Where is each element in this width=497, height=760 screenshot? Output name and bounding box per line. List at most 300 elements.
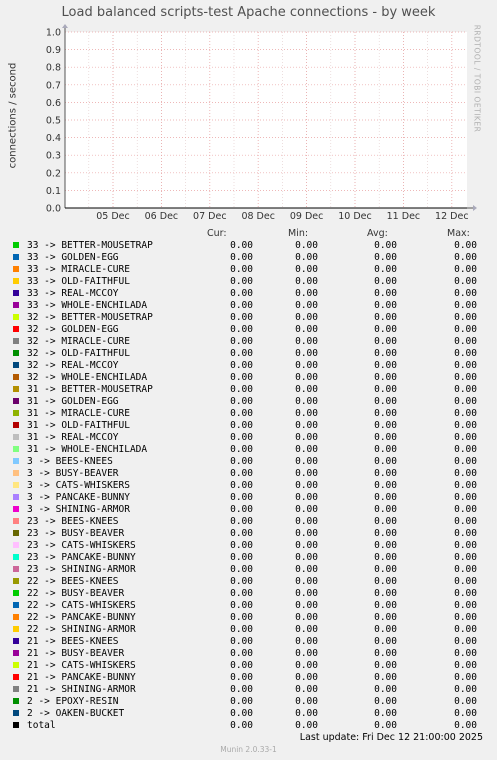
legend-swatch: [13, 242, 19, 248]
legend-value-min: 0.00: [295, 660, 318, 671]
chart-title: Load balanced scripts-test Apache connections - by week: [61, 5, 436, 20]
legend-value-min: 0.00: [295, 276, 318, 287]
legend-value-min: 0.00: [295, 480, 318, 491]
legend-value-max: 0.00: [454, 324, 477, 335]
x-tick-label: 05 Dec: [96, 211, 130, 222]
legend-value-avg: 0.00: [374, 516, 397, 527]
legend-row: [13, 600, 493, 612]
legend-value-min: 0.00: [295, 600, 318, 611]
legend-value-avg: 0.00: [374, 528, 397, 539]
y-tick-label: 0.4: [45, 133, 61, 145]
legend-swatch: [13, 542, 19, 548]
legend-value-max: 0.00: [454, 480, 477, 491]
legend-value-min: 0.00: [295, 240, 318, 251]
legend-row: [13, 708, 493, 720]
legend-swatch: [13, 350, 19, 356]
legend-swatch: [13, 566, 19, 572]
legend-label: 3 -> BUSY-BEAVER: [27, 468, 119, 479]
legend-value-avg: 0.00: [374, 492, 397, 503]
legend-value-min: 0.00: [295, 612, 318, 623]
legend-label: 3 -> SHINING-ARMOR: [27, 504, 130, 515]
legend-value-avg: 0.00: [374, 456, 397, 467]
legend-value-avg: 0.00: [374, 696, 397, 707]
legend-value-cur: 0.00: [230, 456, 253, 467]
legend-label: 23 -> SHINING-ARMOR: [27, 564, 136, 575]
legend-value-max: 0.00: [454, 528, 477, 539]
legend-row: [13, 576, 493, 588]
legend-value-max: 0.00: [454, 636, 477, 647]
legend-header-min: Min:: [288, 228, 309, 239]
legend-value-min: 0.00: [295, 684, 318, 695]
legend-value-avg: 0.00: [374, 660, 397, 671]
legend-row: [13, 372, 493, 384]
x-tick-label: 08 Dec: [241, 211, 275, 222]
chart-plot: [0, 0, 497, 230]
legend-value-avg: 0.00: [374, 276, 397, 287]
legend-value-min: 0.00: [295, 360, 318, 371]
legend-swatch: [13, 530, 19, 536]
legend-label: 23 -> BEES-KNEES: [27, 516, 119, 527]
legend-value-cur: 0.00: [230, 516, 253, 527]
legend-label: 33 -> OLD-FAITHFUL: [27, 276, 130, 287]
legend-header-avg: Avg:: [367, 228, 388, 239]
legend-value-max: 0.00: [454, 288, 477, 299]
legend-value-min: 0.00: [295, 528, 318, 539]
legend-value-min: 0.00: [295, 348, 318, 359]
legend-value-max: 0.00: [454, 336, 477, 347]
legend-label: 32 -> OLD-FAITHFUL: [27, 348, 130, 359]
legend-swatch: [13, 374, 19, 380]
legend-row: [13, 540, 493, 552]
legend-value-cur: 0.00: [230, 396, 253, 407]
legend-value-avg: 0.00: [374, 504, 397, 515]
legend-value-avg: 0.00: [374, 540, 397, 551]
legend-value-min: 0.00: [295, 336, 318, 347]
legend-value-max: 0.00: [454, 348, 477, 359]
legend-value-max: 0.00: [454, 384, 477, 395]
legend-row: [13, 300, 493, 312]
legend-value-max: 0.00: [454, 396, 477, 407]
legend-row: [13, 456, 493, 468]
legend-swatch: [13, 578, 19, 584]
legend-row: [13, 684, 493, 696]
legend-swatch: [13, 458, 19, 464]
legend-value-max: 0.00: [454, 420, 477, 431]
legend-swatch: [13, 698, 19, 704]
legend-value-avg: 0.00: [374, 432, 397, 443]
legend-value-cur: 0.00: [230, 384, 253, 395]
legend-label: 22 -> CATS-WHISKERS: [27, 600, 136, 611]
legend-swatch: [13, 362, 19, 368]
legend-row: [13, 408, 493, 420]
legend-value-min: 0.00: [295, 516, 318, 527]
y-tick-label: 0.8: [45, 62, 61, 74]
legend-label: 2 -> OAKEN-BUCKET: [27, 708, 125, 719]
legend-label: 21 -> BEES-KNEES: [27, 636, 119, 647]
legend-row: [13, 420, 493, 432]
legend-value-min: 0.00: [295, 504, 318, 515]
legend-row: [13, 648, 493, 660]
legend-label: 23 -> CATS-WHISKERS: [27, 540, 136, 551]
legend-value-cur: 0.00: [230, 240, 253, 251]
legend-label: 33 -> WHOLE-ENCHILADA: [27, 300, 148, 311]
legend-value-min: 0.00: [295, 576, 318, 587]
legend-value-cur: 0.00: [230, 324, 253, 335]
legend-label: 31 -> MIRACLE-CURE: [27, 408, 130, 419]
legend-row: [13, 348, 493, 360]
legend-value-max: 0.00: [454, 360, 477, 371]
legend-value-max: 0.00: [454, 240, 477, 251]
legend-value-max: 0.00: [454, 372, 477, 383]
x-tick-label: 11 Dec: [386, 211, 421, 222]
legend-value-cur: 0.00: [230, 300, 253, 311]
legend-value-avg: 0.00: [374, 348, 397, 359]
legend-value-avg: 0.00: [374, 672, 397, 683]
rrdtool-watermark: RRDTOOL / TOBI OETIKER: [472, 24, 482, 133]
legend-value-max: 0.00: [454, 408, 477, 419]
legend-value-cur: 0.00: [230, 564, 253, 575]
legend-value-avg: 0.00: [374, 408, 397, 419]
legend-value-cur: 0.00: [230, 468, 253, 479]
legend-value-avg: 0.00: [374, 252, 397, 263]
legend-value-cur: 0.00: [230, 540, 253, 551]
legend-value-max: 0.00: [454, 624, 477, 635]
legend-row: [13, 612, 493, 624]
legend-swatch: [13, 602, 19, 608]
legend-value-avg: 0.00: [374, 564, 397, 575]
legend-value-avg: 0.00: [374, 588, 397, 599]
legend-value-avg: 0.00: [374, 372, 397, 383]
legend-value-avg: 0.00: [374, 336, 397, 347]
legend-value-avg: 0.00: [374, 708, 397, 719]
legend-row: [13, 324, 493, 336]
legend-swatch: [13, 650, 19, 656]
legend-label: 22 -> SHINING-ARMOR: [27, 624, 136, 635]
legend-row: [13, 276, 493, 288]
legend-row: [13, 432, 493, 444]
y-tick-label: 0.5: [45, 115, 61, 127]
legend-value-max: 0.00: [454, 540, 477, 551]
legend-swatch: [13, 494, 19, 500]
legend-value-min: 0.00: [295, 624, 318, 635]
legend-label: 33 -> BETTER-MOUSETRAP: [27, 240, 153, 251]
legend-swatch: [13, 506, 19, 512]
legend-label: 23 -> PANCAKE-BUNNY: [27, 552, 136, 563]
legend-value-max: 0.00: [454, 276, 477, 287]
legend-row: [13, 396, 493, 408]
legend-value-cur: 0.00: [230, 636, 253, 647]
legend-value-max: 0.00: [454, 684, 477, 695]
legend-value-cur: 0.00: [230, 276, 253, 287]
legend-value-min: 0.00: [295, 372, 318, 383]
legend-value-avg: 0.00: [374, 384, 397, 395]
legend-label: 32 -> REAL-MCCOY: [27, 360, 119, 371]
legend-value-cur: 0.00: [230, 480, 253, 491]
legend-header-max: Max:: [447, 228, 470, 239]
legend-row: [13, 528, 493, 540]
legend: [13, 240, 493, 732]
legend-value-max: 0.00: [454, 252, 477, 263]
x-tick-label: 12 Dec: [435, 211, 469, 222]
legend-value-cur: 0.00: [230, 492, 253, 503]
legend-value-max: 0.00: [454, 600, 477, 611]
legend-value-max: 0.00: [454, 492, 477, 503]
legend-value-cur: 0.00: [230, 504, 253, 515]
legend-value-max: 0.00: [454, 312, 477, 323]
legend-value-cur: 0.00: [230, 684, 253, 695]
y-tick-label: 0.0: [45, 203, 61, 215]
legend-value-cur: 0.00: [230, 420, 253, 431]
legend-row: [13, 588, 493, 600]
legend-row: [13, 564, 493, 576]
legend-value-avg: 0.00: [374, 648, 397, 659]
y-tick-label: 0.1: [45, 185, 61, 197]
legend-label: 33 -> MIRACLE-CURE: [27, 264, 130, 275]
legend-value-min: 0.00: [295, 492, 318, 503]
legend-value-max: 0.00: [454, 516, 477, 527]
legend-row: [13, 360, 493, 372]
legend-row: [13, 444, 493, 456]
legend-row: [13, 264, 493, 276]
legend-value-min: 0.00: [295, 300, 318, 311]
legend-swatch: [13, 434, 19, 440]
legend-swatch: [13, 662, 19, 668]
legend-swatch: [13, 338, 19, 344]
legend-swatch: [13, 710, 19, 716]
legend-swatch: [13, 386, 19, 392]
legend-swatch: [13, 314, 19, 320]
legend-value-max: 0.00: [454, 708, 477, 719]
legend-label: 21 -> CATS-WHISKERS: [27, 660, 136, 671]
legend-value-max: 0.00: [454, 576, 477, 587]
legend-label: 23 -> BUSY-BEAVER: [27, 528, 125, 539]
legend-label: 32 -> MIRACLE-CURE: [27, 336, 130, 347]
legend-row: [13, 240, 493, 252]
legend-swatch: [13, 290, 19, 296]
y-tick-label: 0.6: [45, 97, 61, 109]
legend-swatch: [13, 686, 19, 692]
legend-value-avg: 0.00: [374, 444, 397, 455]
legend-value-avg: 0.00: [374, 480, 397, 491]
legend-value-max: 0.00: [454, 696, 477, 707]
legend-row: [13, 696, 493, 708]
legend-swatch: [13, 398, 19, 404]
legend-row: [13, 492, 493, 504]
legend-value-cur: 0.00: [230, 708, 253, 719]
legend-swatch: [13, 302, 19, 308]
legend-value-cur: 0.00: [230, 528, 253, 539]
legend-row: [13, 504, 493, 516]
legend-label: 21 -> BUSY-BEAVER: [27, 648, 125, 659]
legend-label: 32 -> WHOLE-ENCHILADA: [27, 372, 148, 383]
legend-value-max: 0.00: [454, 456, 477, 467]
legend-value-cur: 0.00: [230, 720, 253, 731]
x-tick-label: 09 Dec: [289, 211, 324, 222]
legend-swatch: [13, 590, 19, 596]
legend-row: [13, 312, 493, 324]
legend-value-max: 0.00: [454, 564, 477, 575]
legend-value-min: 0.00: [295, 564, 318, 575]
legend-swatch: [13, 446, 19, 452]
legend-row: [13, 552, 493, 564]
legend-row: [13, 720, 493, 732]
legend-value-min: 0.00: [295, 696, 318, 707]
legend-value-min: 0.00: [295, 636, 318, 647]
legend-value-min: 0.00: [295, 420, 318, 431]
legend-value-min: 0.00: [295, 312, 318, 323]
legend-value-min: 0.00: [295, 324, 318, 335]
legend-value-cur: 0.00: [230, 432, 253, 443]
legend-row: [13, 636, 493, 648]
legend-label: 21 -> PANCAKE-BUNNY: [27, 672, 136, 683]
legend-value-avg: 0.00: [374, 240, 397, 251]
munin-version: Munin 2.0.33-1: [220, 745, 277, 754]
legend-value-cur: 0.00: [230, 252, 253, 263]
legend-swatch: [13, 518, 19, 524]
legend-value-min: 0.00: [295, 672, 318, 683]
legend-value-min: 0.00: [295, 540, 318, 551]
legend-value-min: 0.00: [295, 408, 318, 419]
y-axis-label: connections / second: [7, 62, 19, 169]
legend-value-min: 0.00: [295, 432, 318, 443]
legend-label: 31 -> GOLDEN-EGG: [27, 396, 119, 407]
legend-value-cur: 0.00: [230, 588, 253, 599]
legend-value-max: 0.00: [454, 660, 477, 671]
legend-value-avg: 0.00: [374, 636, 397, 647]
legend-value-avg: 0.00: [374, 324, 397, 335]
legend-value-avg: 0.00: [374, 684, 397, 695]
legend-value-min: 0.00: [295, 468, 318, 479]
legend-value-min: 0.00: [295, 252, 318, 263]
legend-value-cur: 0.00: [230, 360, 253, 371]
legend-swatch: [13, 626, 19, 632]
legend-value-max: 0.00: [454, 504, 477, 515]
legend-value-cur: 0.00: [230, 576, 253, 587]
legend-value-avg: 0.00: [374, 288, 397, 299]
legend-value-cur: 0.00: [230, 648, 253, 659]
x-tick-label: 06 Dec: [144, 211, 179, 222]
legend-label: 31 -> OLD-FAITHFUL: [27, 420, 130, 431]
legend-value-avg: 0.00: [374, 396, 397, 407]
legend-value-cur: 0.00: [230, 408, 253, 419]
legend-value-cur: 0.00: [230, 288, 253, 299]
legend-swatch: [13, 470, 19, 476]
legend-value-cur: 0.00: [230, 444, 253, 455]
legend-value-avg: 0.00: [374, 720, 397, 731]
legend-value-cur: 0.00: [230, 660, 253, 671]
legend-value-max: 0.00: [454, 720, 477, 731]
legend-value-min: 0.00: [295, 264, 318, 275]
legend-swatch: [13, 266, 19, 272]
legend-row: [13, 480, 493, 492]
legend-row: [13, 672, 493, 684]
legend-value-cur: 0.00: [230, 312, 253, 323]
legend-value-max: 0.00: [454, 300, 477, 311]
legend-value-cur: 0.00: [230, 264, 253, 275]
legend-label: 22 -> BUSY-BEAVER: [27, 588, 125, 599]
legend-swatch: [13, 326, 19, 332]
legend-row: [13, 288, 493, 300]
legend-label: total: [27, 720, 56, 731]
legend-value-min: 0.00: [295, 552, 318, 563]
legend-value-min: 0.00: [295, 708, 318, 719]
legend-value-min: 0.00: [295, 288, 318, 299]
legend-value-avg: 0.00: [374, 264, 397, 275]
legend-row: [13, 516, 493, 528]
legend-value-max: 0.00: [454, 612, 477, 623]
legend-swatch: [13, 554, 19, 560]
legend-row: [13, 468, 493, 480]
legend-label: 22 -> PANCAKE-BUNNY: [27, 612, 136, 623]
legend-value-min: 0.00: [295, 456, 318, 467]
legend-value-min: 0.00: [295, 384, 318, 395]
legend-label: 3 -> CATS-WHISKERS: [27, 480, 130, 491]
legend-value-cur: 0.00: [230, 624, 253, 635]
y-axis-arrow: [62, 24, 68, 28]
x-axis-arrow: [473, 205, 477, 211]
legend-label: 22 -> BEES-KNEES: [27, 576, 119, 587]
legend-label: 32 -> GOLDEN-EGG: [27, 324, 119, 335]
legend-value-cur: 0.00: [230, 696, 253, 707]
legend-value-avg: 0.00: [374, 576, 397, 587]
legend-row: [13, 660, 493, 672]
last-update: Last update: Fri Dec 12 21:00:00 2025: [299, 732, 483, 743]
legend-value-max: 0.00: [454, 648, 477, 659]
legend-label: 33 -> REAL-MCCOY: [27, 288, 119, 299]
y-tick-label: 0.3: [45, 150, 61, 162]
legend-value-avg: 0.00: [374, 624, 397, 635]
legend-value-avg: 0.00: [374, 312, 397, 323]
legend-value-max: 0.00: [454, 552, 477, 563]
legend-value-avg: 0.00: [374, 600, 397, 611]
legend-value-min: 0.00: [295, 396, 318, 407]
legend-swatch: [13, 674, 19, 680]
legend-swatch: [13, 482, 19, 488]
legend-label: 2 -> EPOXY-RESIN: [27, 696, 119, 707]
legend-value-max: 0.00: [454, 588, 477, 599]
legend-value-max: 0.00: [454, 264, 477, 275]
legend-value-min: 0.00: [295, 648, 318, 659]
legend-value-min: 0.00: [295, 720, 318, 731]
legend-value-cur: 0.00: [230, 552, 253, 563]
x-tick-label: 07 Dec: [193, 211, 227, 222]
legend-swatch: [13, 422, 19, 428]
y-tick-label: 0.7: [45, 80, 61, 92]
legend-label: 31 -> BETTER-MOUSETRAP: [27, 384, 153, 395]
x-tick-label: 10 Dec: [338, 211, 372, 222]
legend-value-cur: 0.00: [230, 372, 253, 383]
legend-value-cur: 0.00: [230, 348, 253, 359]
legend-label: 31 -> WHOLE-ENCHILADA: [27, 444, 148, 455]
legend-value-max: 0.00: [454, 444, 477, 455]
legend-value-cur: 0.00: [230, 600, 253, 611]
legend-label: 3 -> PANCAKE-BUNNY: [27, 492, 130, 503]
legend-value-avg: 0.00: [374, 360, 397, 371]
legend-header-cur: Cur:: [207, 228, 227, 239]
y-tick-label: 1.0: [45, 27, 61, 39]
legend-value-avg: 0.00: [374, 552, 397, 563]
legend-swatch: [13, 614, 19, 620]
legend-row: [13, 336, 493, 348]
legend-row: [13, 252, 493, 264]
y-tick-label: 0.9: [45, 45, 61, 57]
legend-value-max: 0.00: [454, 432, 477, 443]
legend-row: [13, 624, 493, 636]
legend-value-cur: 0.00: [230, 336, 253, 347]
legend-label: 21 -> SHINING-ARMOR: [27, 684, 136, 695]
legend-label: 32 -> BETTER-MOUSETRAP: [27, 312, 153, 323]
legend-swatch: [13, 410, 19, 416]
